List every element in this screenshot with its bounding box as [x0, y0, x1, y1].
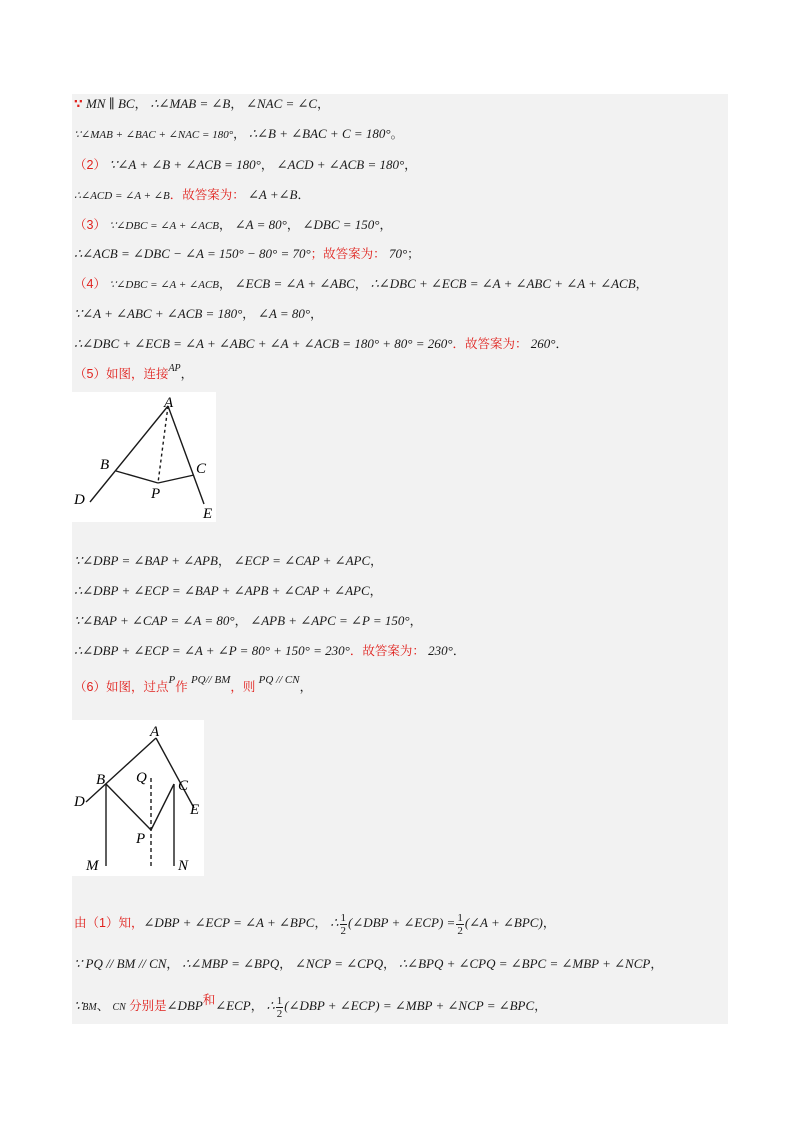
part-label: （6）如图，过点 [74, 680, 169, 694]
part-label: （3） [74, 218, 106, 232]
punct: ， [369, 584, 383, 598]
math-expr: ∵ PQ // BM // CN [74, 956, 167, 971]
label-C: C [196, 461, 207, 477]
label-Q: Q [136, 770, 147, 786]
triangle-figure-2 [72, 720, 204, 876]
punct: ， [219, 218, 232, 232]
math-expr: BM [82, 1002, 97, 1013]
label-C: C [178, 778, 189, 794]
punct: ， [260, 158, 274, 172]
math-expr: ∠ECP [215, 998, 251, 1013]
line-7 [74, 275, 648, 294]
therefore-symbol: ∴ [330, 915, 339, 930]
line-11 [74, 552, 383, 570]
label-N: N [178, 858, 189, 874]
line-12 [74, 582, 382, 600]
text: ，则 [230, 680, 256, 694]
math-expr: ∴∠BPQ + ∠CPQ = ∠BPC = ∠MBP + ∠NCP [398, 956, 651, 971]
math-expr: ∴∠DBC + ∠ECB = ∠A + ∠ABC + ∠A + ∠ACB = 180° + 80° = 260° [74, 336, 453, 351]
line-3 [74, 156, 417, 174]
math-expr: ∠A = 80° [258, 306, 311, 321]
punct: ， [166, 957, 179, 971]
therefore-symbol: ∴ [266, 998, 275, 1013]
line-5 [74, 216, 392, 235]
label-P: P [136, 831, 146, 847]
math-expr: ∵∠MAB + ∠BAC + ∠NAC = 180° [74, 129, 234, 141]
math-expr: ∠DBP + ∠ECP = ∠A + ∠BPC [143, 915, 315, 930]
line-13 [74, 612, 422, 630]
math-expr: (∠A + ∠BPC) [464, 915, 543, 930]
punct: ， [379, 218, 392, 232]
line-2 [74, 125, 403, 144]
math-expr: ∴∠DBP + ∠ECP = ∠BAP + ∠APB + ∠CAP + ∠APC [74, 583, 370, 598]
line-4 [74, 186, 310, 205]
fraction-numerator: 1 [276, 994, 283, 1007]
label-E: E [190, 802, 200, 818]
math-expr: ∠NCP = ∠CPQ [295, 956, 384, 971]
math-expr: ∵∠BAP + ∠CAP = ∠A = 80° [74, 613, 235, 628]
math-expr: ∠ACD + ∠ACB = 180° [276, 157, 405, 172]
line-17 [74, 955, 663, 973]
label-B: B [100, 457, 110, 473]
punct: ， [383, 957, 396, 971]
answer-prefix: ．故答案为： [349, 644, 425, 658]
answer-value: 70° [388, 246, 408, 261]
punct: ， [233, 127, 246, 141]
punct: ， [279, 957, 292, 971]
line-14 [74, 642, 465, 660]
label-P: P [151, 486, 161, 502]
text: 由（1）知， [74, 916, 144, 930]
punct: ， [370, 554, 383, 568]
fraction-numerator: 1 [457, 911, 463, 924]
math-expr: ∵∠DBC = ∠A + ∠ACB [109, 279, 219, 291]
math-expr: ∠APB + ∠APC = ∠P = 150° [250, 613, 410, 628]
punct: ， [134, 97, 148, 111]
math-expr: ∴∠ACD = ∠A + ∠B [74, 190, 170, 202]
math-expr: ∴∠ACB = ∠DBC − ∠A = 150° − 80° = 70° [74, 246, 311, 261]
fraction-numerator: 1 [340, 911, 346, 924]
label-D: D [74, 794, 85, 810]
punct: ， [650, 957, 663, 971]
punct: ， [180, 367, 194, 381]
part-label: （2） [74, 158, 106, 172]
math-expr: PQ// BM [190, 674, 231, 686]
math-expr: AP [168, 363, 181, 374]
math-expr: P [168, 674, 176, 686]
math-expr: ∴∠DBC + ∠ECB = ∠A + ∠ABC + ∠A + ∠ACB [370, 276, 636, 291]
punct: ， [542, 916, 556, 930]
math-expr: ∵∠A + ∠ABC + ∠ACB = 180° [74, 306, 243, 321]
triangle-figure-1 [72, 392, 216, 522]
punct: ． [452, 644, 466, 658]
text: 和 [202, 993, 216, 1007]
figure-5 [72, 392, 216, 522]
label-A: A [150, 724, 160, 740]
label-B: B [96, 772, 106, 788]
math-expr: ∴∠MBP = ∠BPQ [182, 956, 280, 971]
math-expr: ∴∠MAB = ∠B [150, 96, 231, 111]
punct: ， [317, 97, 330, 111]
because-symbol: ∵ [74, 97, 83, 111]
answer-value: ∠A +∠B [248, 187, 298, 202]
punct: ， [286, 218, 300, 232]
punct: 、 [96, 999, 110, 1013]
answer-prefix: ；故答案为： [310, 247, 386, 261]
punct: ． [555, 337, 568, 351]
line-6 [74, 245, 420, 263]
text: 作 [175, 680, 188, 694]
part-label: （4） [74, 277, 106, 291]
punct: ， [314, 916, 327, 930]
answer-prefix: ．故答案为： [169, 188, 245, 202]
fraction-denominator: 2 [276, 1007, 283, 1020]
answer-value: 260° [530, 336, 556, 351]
label-D: D [74, 492, 85, 508]
label-A: A [164, 395, 174, 411]
math-expr: CN [112, 1002, 126, 1013]
label-M: M [86, 858, 99, 874]
math-expr: ∵∠A + ∠B + ∠ACB = 180° [109, 157, 261, 172]
math-expr: ∠ECP = ∠CAP + ∠APC [233, 553, 371, 568]
punct: ， [635, 277, 649, 291]
part-label: （5）如图，连接 [74, 367, 169, 381]
math-expr: ∠ECB = ∠A + ∠ABC [234, 276, 355, 291]
punct: ， [354, 277, 368, 291]
punct: ， [219, 277, 232, 291]
text: 分别是 [129, 999, 167, 1013]
math-expr: (∠DBP + ∠ECP) = [348, 915, 456, 930]
punct: ， [299, 680, 313, 694]
fraction-half [456, 912, 464, 937]
math-expr: ∠DBC = 150° [302, 217, 380, 232]
line-15 [74, 674, 313, 697]
label-E: E [203, 506, 213, 522]
answer-prefix: ．故答案为： [452, 337, 528, 351]
math-expr: PQ // CN [258, 674, 300, 686]
line-18 [74, 993, 547, 1021]
fraction-denominator: 2 [340, 924, 346, 937]
math-expr: ∴∠DBP + ∠ECP = ∠A + ∠P = 80° + 150° = 230° [74, 643, 350, 658]
figure-6 [72, 720, 204, 876]
math-expr: ∵∠DBC = ∠A + ∠ACB [109, 220, 219, 232]
punct: ， [534, 999, 547, 1013]
math-expr: MN ∥ BC [85, 96, 135, 111]
punct: ， [250, 999, 264, 1013]
punct: ， [404, 158, 417, 172]
punct: 。 [390, 127, 404, 141]
punct: ； [407, 247, 420, 261]
line-10 [74, 365, 193, 385]
answer-value: 230° [428, 643, 453, 658]
fraction-half [276, 995, 284, 1020]
because-symbol: ∵ [74, 998, 83, 1013]
line-9 [74, 335, 568, 353]
punct: ， [234, 614, 248, 628]
line-16 [74, 910, 555, 937]
fraction-denominator: 2 [457, 924, 463, 937]
math-expr: ∠DBP [166, 998, 203, 1013]
punct: ， [230, 97, 243, 111]
line-8 [74, 305, 323, 323]
math-expr: ∠NAC = ∠C [246, 96, 318, 111]
punct: ， [310, 307, 323, 321]
punct: ． [297, 188, 310, 202]
punct: ， [409, 614, 423, 628]
punct: ， [217, 554, 231, 568]
punct: ， [242, 307, 255, 321]
line-1 [74, 95, 330, 113]
fraction-half [340, 912, 348, 937]
math-expr: (∠DBP + ∠ECP) = ∠MBP + ∠NCP = ∠BPC [284, 998, 535, 1013]
math-expr: ∠A = 80° [234, 217, 287, 232]
math-expr: ∵∠DBP = ∠BAP + ∠APB [74, 553, 218, 568]
math-expr: ∴∠B + ∠BAC + C = 180° [248, 126, 391, 141]
